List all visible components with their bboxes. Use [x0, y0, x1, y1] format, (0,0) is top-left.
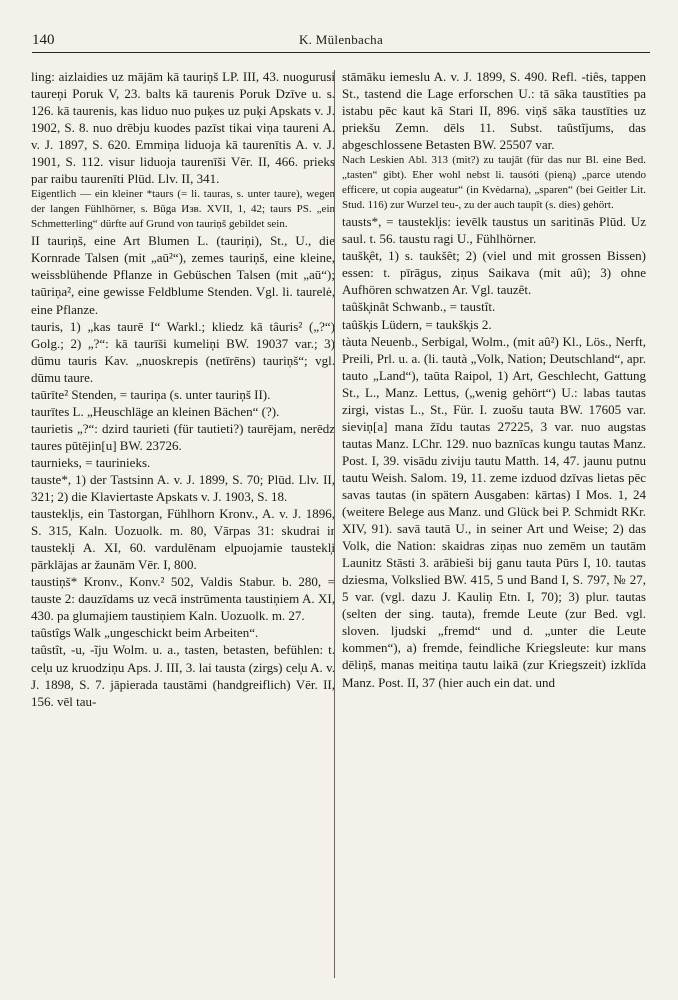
- dictionary-entry: II tauriņš, eine Art Blumen L. (tauriņi), St., U., die Kornrade Talsen (mit „aū²“), zemes tauriņš, eine kleine, weissblühende Pflanze in Gebüschen Talsen (mit „aū“); taūriņa², eine gewisse Feldblume Stenden. Vgl. li. taurelė, eine Pflanze.: [31, 233, 335, 317]
- right-column: [342, 68, 646, 691]
- page-number: 140: [32, 32, 55, 48]
- dictionary-entry: taustekl̦is, ein Tastorgan, Fühlhorn Kronv., A. v. J. 1896, S. 315, Kaln. Uozuolk. m. 80, Vārpas 31: skudrai ir taustekl̦i A. XI, 60. vardulēnam el̦puojamie taustekl̦i pārklājas ar žaunām Vēr. I, 800.: [31, 506, 335, 573]
- dictionary-entry: taûstîgs Walk „ungeschickt beim Arbeiten“.: [31, 625, 259, 641]
- etymology-note: Nach Leskien Abl. 313 (mit?) zu taujāt (für das nur Bl. eine Bed. „tasten“ gibt). Eher wohl nebst li. tausóti (pieną) „parce utendo efficere, ut copia augeatur“ (in Kvėdarna), „sparen“ (bei Geitler Lit. Stud. 116) zur Wurzel teu-, zu der auch taupīt (s. dies) gehört.: [342, 154, 646, 212]
- dictionary-entry: taurītes L. „Heuschläge an kleinen Bächen“ (?).: [31, 403, 280, 419]
- dictionary-entry: taurietis „?“: dzird taurieti (für tautieti?) taurējam, nerēdz taures pūtējin[u] BW. 23726.: [31, 420, 335, 453]
- dictionary-entry: taustiņš* Kronv., Konv.² 502, Valdis Stabur. b. 280, = tauste 2: dauzīdams uz vecā instrūmenta taustiņiem A. XI, 430. pa glumajiem taustiņiem Kaln. Uozuolk. m. 27.: [31, 574, 335, 624]
- dictionary-entry: taūrīte² Stenden, = tauriņa (s. unter tauriņš II).: [31, 386, 271, 402]
- page-header: [32, 30, 650, 53]
- column-divider: [334, 70, 335, 978]
- dictionary-entry: tauris, 1) „kas taurē I“ Warkl.; kliedz kā tâuris² („?“) Golg.; 2) „?“: kā taurīši kumeliņi BW. 19037 var.; 3) dūmu tauris Kav. „nuoskrepis (netīrēns) tauriņš“; vgl. dūmu taure.: [31, 318, 335, 385]
- dictionary-entry: ling: aizlaidies uz mājām kā tauriņš LP. III, 43. nuogurusi taureņi Poruk V, 23. balts kā taurenis Poruk Dzīve u. s. 126. kā taurenis, kas liduo nuo puķes uz puķi Apskats v. J. 1902, S. 8. nuo drēbju kuodes pazīst tikai viņa taureni A. v. J. 1897, S. 620. Emmiņa liduoja kā taurenītis A. v. J. 1901, S. 112. visur liduoja taurenīši Vēr. II, 466. prieks par raibu taurenīti Plūd. Llv. II, 341.: [31, 69, 335, 187]
- dictionary-entry: stāmāku iemeslu A. v. J. 1899, S. 490. Refl. -tiês, tappen St., tastend die Lage erforschen U.: tā sāka taustīties pa istabu pēc kaut kā Stari II, 896. viņš sāka taustīties uz priekšu Zemn. dēls 11. Subst. taûstĩjums, das abgeschlossene Betasten BW. 25507 var.: [342, 69, 646, 153]
- left-column: [31, 68, 335, 710]
- dictionary-entry: tausts*, = taustekl̦is: ievēlk taustus un saritinās Plūd. Uz saul. t. 56. taustu ragi U., Fühlhörner.: [342, 214, 646, 247]
- dictionary-entry: taušk̦êt, 1) s. taukšêt; 2) (viel und mit grossen Bissen) essen: t. pīrāgus, ziņus Saikava (mit aû); 3) ohne Aufhören schwatzen Ar. Vgl. tauzêt.: [342, 248, 646, 298]
- dictionary-entry: tàuta Neuenb., Serbigal, Wolm., (mit aû²) Kl., Lös., Nerft, Preili, Prl. u. a. (li. tautà „Volk, Nation; Deutschland“, apr. tauto „Land“), taūta Raipol, 1) Art, Geschlecht, Gattung St., L., Manz. Lettus, („wenig gehört“) U.: labas tautas zirgi, vistas L., St., Für. I. zuošu tauta BW. 17605 var. sieviņ[a] mana žīdu tautas 27225, 3 var. nuo augstas tautas Manz. LChr. 129. nuo baznīcas kungu tautas Manz. Post. I, 39. visādu ziviju tautu Matth. 14, 47. jaunu putnu tautu Weish. Salom. 19, 11. zeme izduod dzīvas lietas pēc savas tautas (in spätern Ausgaben: kārtas) I Mos. 1, 24 (weitere Belege aus Manz. und Glück bei P. Schmidt RKr. XIV, 91). savā tautā U., in seiner Art und Weise; 2) das Volk, die Nation: skaidras ziņas nuo zemēm un tautām Launitz Stāsti 3. arābieši bij ganu tauta Pūrs I, 10. tautas dziesma, Volkslied BW. 415, 5 und Band I, S. 797, № 27, 5 var. (vgl. dazu J. Kauliņ Etn. I, 70); 3) plur. tautas (selten der sing. tauta), fremde Leute (zur Bed. vgl. sloven. ljudski „fremd“ und d. „unter die Leute kommen“), a) fremde, feindliche Kriegsleute: kur mans dēliņš, manas meitiņa tautu laikā (zur Kriegszeit) izklīda Manz. Post. II, 37 (hier auch ein dat. und: [342, 333, 646, 690]
- dictionary-entry: taûstît, -u, -ĩju Wolm. u. a., tasten, betasten, befühlen: t. cel̦u uz kruodziņu Aps. J. III, 3. lai tausta (zirgs) cel̦u A. v. J. 1898, S. 7. jāpierada taustāmi (handgreiflich) Vēr. II, 156. vēl tau-: [31, 642, 335, 709]
- dictionary-entry: taûšk̦is Lüdern, = taukšk̦is 2.: [342, 316, 492, 332]
- etymology-note: Eigentlich — ein kleiner *taurs (= li. tauras, s. unter taure), wegen der langen Fühlhörner, s. Būga Изв. XVII, 1, 42; taurs PS. „ein Schmetterling“ dürfte auf Grund von tauriņš gebildet sein.: [31, 188, 335, 231]
- dictionary-entry: taurnieks, = taurinieks.: [31, 454, 151, 470]
- dictionary-entry: tauste*, 1) der Tastsinn A. v. J. 1899, S. 70; Plūd. Llv. II, 321; 2) die Klaviertaste Apskats v. J. 1903, S. 18.: [31, 471, 335, 505]
- running-head: K. Mülenbacha: [298, 32, 384, 47]
- dictionary-entry: taûšk̦inât Schwanb., = taustît.: [342, 299, 496, 315]
